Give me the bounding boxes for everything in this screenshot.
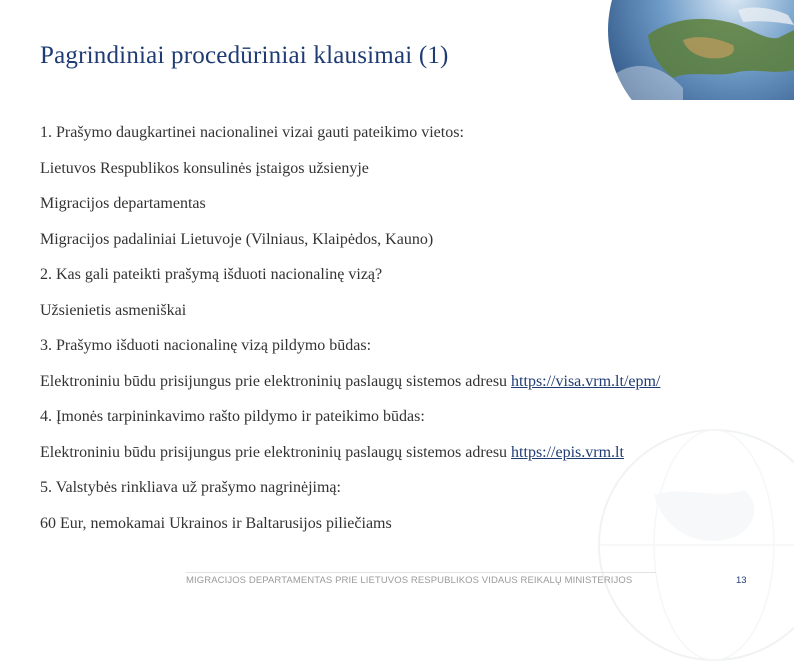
globe-icon [588, 0, 794, 100]
list-item [40, 262, 780, 298]
line-text: 2. Kas gali pateikti prašymą išduoti nacionalinę vizą? [40, 266, 383, 283]
list-item [40, 191, 780, 227]
list-item [40, 369, 780, 405]
line-text: 5. Valstybės rinkliava už prašymo nagrinėjimą: [40, 479, 341, 496]
list-item [40, 475, 780, 511]
list-item [40, 440, 780, 476]
footer-text: MIGRACIJOS DEPARTAMENTAS PRIE LIETUVOS RESPUBLIKOS VIDAUS REIKALŲ MINISTERIJOS [186, 575, 633, 586]
line-text: 1. Prašymo daugkartinei nacionalinei vizai gauti pateikimo vietos: [40, 124, 464, 141]
epis-link[interactable]: https://epis.vrm.lt [511, 443, 624, 461]
page-number: 13 [736, 575, 747, 586]
list-item [40, 227, 780, 263]
footer [0, 568, 794, 588]
line-text: Lietuvos Respublikos konsulinės įstaigos užsienyje [40, 159, 369, 177]
footer-divider [186, 572, 656, 573]
line-text: Elektroniniu būdu prisijungus prie elektroninių paslaugų sistemos adresu [40, 372, 512, 390]
line-text: Užsienietis asmeniškai [40, 301, 187, 319]
epm-link[interactable]: https://visa.vrm.lt/epm/ [511, 372, 661, 390]
list-item [40, 120, 780, 156]
line-text: 3. Prašymo išduoti nacionalinę vizą pildymo būdas: [40, 337, 372, 354]
list-item [40, 333, 780, 369]
line-text: Migracijos departamentas [40, 195, 206, 212]
list-item [40, 298, 780, 334]
page-title: Pagrindiniai procedūriniai klausimai (1) [40, 42, 453, 70]
line-text: 60 Eur, nemokamai Ukrainos ir Baltarusijos piliečiams [40, 514, 392, 532]
line-text: 4. Įmonės tarpininkavimo rašto pildymo ir pateikimo būdas: [40, 408, 425, 425]
list-item [40, 156, 780, 192]
line-text: Migracijos padaliniai Lietuvoje (Vilniaus, Klaipėdos, Kauno) [40, 230, 434, 248]
slide-content [40, 120, 780, 546]
list-item [40, 511, 780, 547]
line-text: Elektroniniu būdu prisijungus prie elektroninių paslaugų sistemos adresu [40, 443, 512, 461]
list-item [40, 404, 780, 440]
